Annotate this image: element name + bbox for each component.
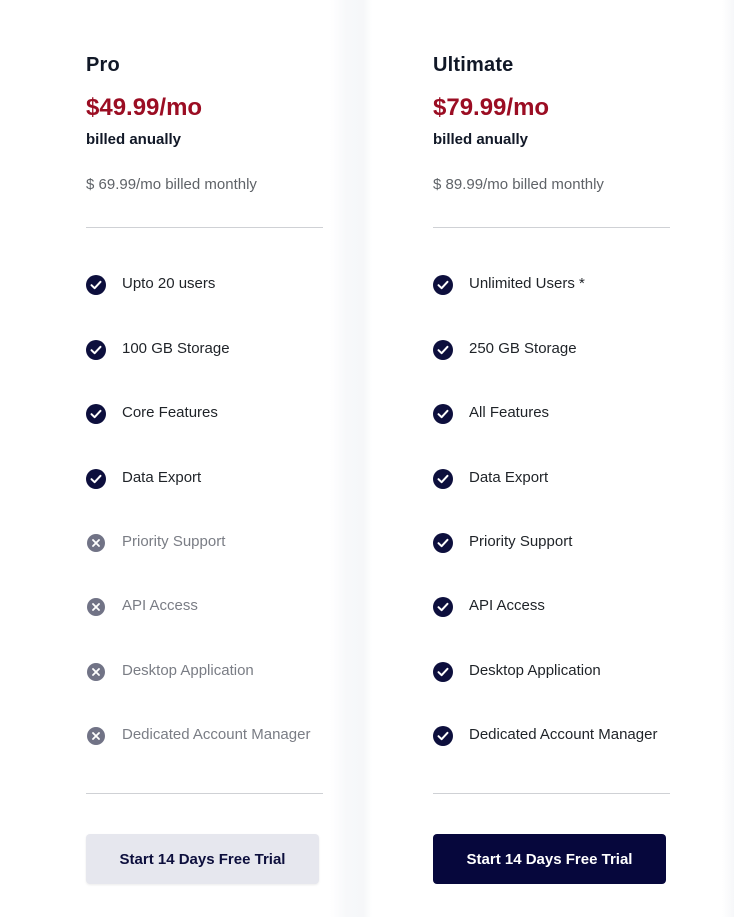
divider: [433, 227, 670, 228]
check-circle-icon: [433, 662, 453, 682]
feature-label: Desktop Application: [469, 661, 601, 679]
feature-label: Desktop Application: [122, 661, 254, 679]
plan-price: $49.99/mo: [86, 94, 203, 121]
check-circle-icon: [433, 404, 453, 424]
feature-item: [86, 401, 218, 423]
feature-label: API Access: [122, 596, 198, 614]
feature-label: 100 GB Storage: [122, 339, 230, 357]
x-circle-icon: [87, 598, 105, 616]
feature-item: [433, 723, 657, 745]
start-trial-button-ultimate[interactable]: Start 14 Days Free Trial: [433, 834, 666, 884]
check-circle-icon: [433, 726, 453, 746]
feature-item: [86, 594, 198, 616]
feature-item: [433, 659, 601, 681]
check-circle-icon: [433, 533, 453, 553]
divider: [86, 227, 323, 228]
check-circle-icon: [86, 340, 106, 360]
feature-item: [433, 530, 572, 552]
check-circle-icon: [86, 469, 106, 489]
billing-note: billed anually: [86, 131, 182, 148]
feature-item: [86, 723, 310, 745]
feature-label: Data Export: [122, 468, 202, 486]
feature-item: [86, 530, 225, 552]
check-circle-icon: [433, 469, 453, 489]
check-circle-icon: [433, 340, 453, 360]
feature-label: Dedicated Account Manager: [469, 725, 658, 743]
feature-item: [86, 466, 201, 488]
feature-label: Dedicated Account Manager: [122, 725, 311, 743]
feature-item: [86, 272, 215, 294]
feature-label: All Features: [469, 403, 550, 421]
feature-item: [86, 659, 254, 681]
start-trial-button-pro[interactable]: Start 14 Days Free Trial: [86, 834, 319, 884]
plan-name: Pro: [86, 54, 120, 76]
card-edge-shadow: [722, 0, 734, 917]
feature-label: API Access: [469, 596, 545, 614]
feature-label: Core Features: [122, 403, 218, 421]
card-separator: [330, 0, 372, 917]
feature-item: [433, 272, 585, 294]
feature-label: Priority Support: [469, 532, 573, 550]
feature-label: 250 GB Storage: [469, 339, 577, 357]
feature-item: [433, 594, 545, 616]
x-circle-icon: [87, 663, 105, 681]
billing-note: billed anually: [433, 131, 529, 148]
feature-label: Data Export: [469, 468, 549, 486]
monthly-price: $ 69.99/mo billed monthly: [86, 176, 257, 193]
divider: [86, 793, 323, 794]
check-circle-icon: [433, 597, 453, 617]
check-circle-icon: [433, 275, 453, 295]
feature-label: Priority Support: [122, 532, 226, 550]
monthly-price: $ 89.99/mo billed monthly: [433, 176, 604, 193]
divider: [433, 793, 670, 794]
feature-item: [433, 401, 549, 423]
x-circle-icon: [87, 534, 105, 552]
x-circle-icon: [87, 727, 105, 745]
plan-price: $79.99/mo: [433, 94, 550, 121]
check-circle-icon: [86, 404, 106, 424]
plan-name: Ultimate: [433, 54, 514, 76]
feature-item: [433, 337, 577, 359]
feature-item: [433, 466, 548, 488]
check-circle-icon: [86, 275, 106, 295]
feature-item: [86, 337, 230, 359]
feature-label: Unlimited Users *: [469, 274, 585, 292]
feature-label: Upto 20 users: [122, 274, 216, 292]
